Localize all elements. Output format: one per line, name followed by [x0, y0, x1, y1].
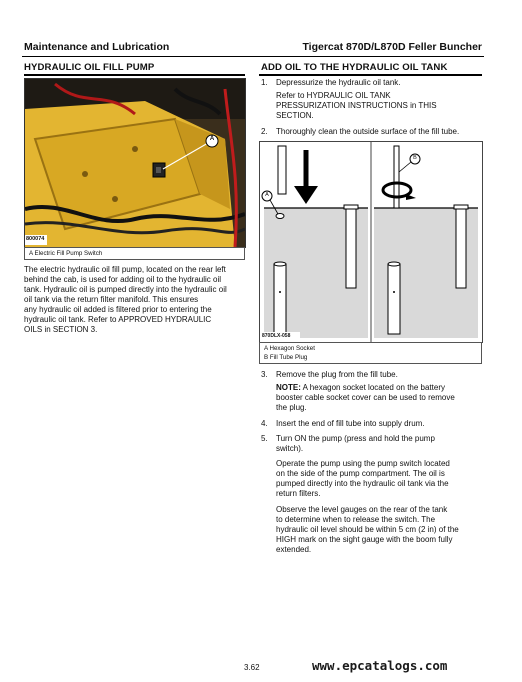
para-line: on the side of the pump compartment. The oil is: [276, 469, 445, 478]
pump-description: [24, 265, 248, 335]
left-title-rule: [24, 74, 245, 76]
caption-b: B Fill Tube Plug: [264, 354, 308, 361]
step-number: 5.: [261, 434, 268, 443]
step-number: 4.: [261, 419, 268, 428]
diagram-id: 870DLX-058: [262, 333, 291, 339]
diagram-callout-b: B: [413, 155, 417, 161]
note-line: the plug.: [276, 403, 307, 412]
header-rule: [22, 56, 484, 57]
step-number: 1.: [261, 78, 268, 87]
step-sub-line: SECTION.: [276, 111, 314, 120]
photo-id: 800074: [26, 236, 45, 242]
left-section-title: HYDRAULIC OIL FILL PUMP: [24, 62, 155, 73]
step-sub-line: Refer to HYDRAULIC OIL TANK: [276, 91, 391, 100]
diagram-caption: [259, 342, 482, 364]
para-line: Observe the level gauges on the rear of the tank: [276, 505, 448, 514]
diagram-illustration: [260, 142, 482, 342]
body-line: tank. Hydraulic oil is pumped directly into the hydraulic oil: [24, 285, 227, 294]
body-line: any hydraulic oil added is filtered prior to entering the: [24, 305, 212, 314]
step-number: 3.: [261, 370, 268, 379]
right-section-title: ADD OIL TO THE HYDRAULIC OIL TANK: [261, 62, 448, 73]
step-number: 2.: [261, 127, 268, 136]
diagram-callout-a: A: [265, 192, 269, 198]
manual-title: Tigercat 870D/L870D Feller Buncher: [302, 41, 482, 53]
note-line: booster cable socket cover can be used to remove: [276, 393, 455, 402]
photo-caption: [24, 247, 245, 260]
steps-3-to-5: [261, 370, 483, 570]
body-line: oil tank via the return filter manifold. This ensures: [24, 295, 199, 304]
page-number: 3.62: [244, 663, 260, 672]
body-line: hydraulic oil tank. Refer to APPROVED HYDRAULIC: [24, 315, 212, 324]
right-title-rule: [259, 74, 482, 76]
note-text: A hexagon socket located on the battery: [300, 383, 445, 392]
para-line: Operate the pump using the pump switch located: [276, 459, 450, 468]
step-text: Turn ON the pump (press and hold the pump: [276, 434, 435, 443]
para-line: extended.: [276, 545, 312, 554]
body-line: The electric hydraulic oil fill pump, located on the rear left: [24, 265, 226, 274]
step-text: Thoroughly clean the outside surface of the fill tube.: [276, 127, 460, 136]
para-line: HIGH mark on the sight gauge with the boom fully: [276, 535, 453, 544]
step-1: [261, 78, 483, 138]
step-text: Remove the plug from the fill tube.: [276, 370, 398, 379]
note-label: NOTE:: [276, 383, 301, 392]
caption-a: A Electric Fill Pump Switch: [29, 250, 103, 257]
photo-callout-a: A: [209, 136, 215, 142]
step-sub-line: PRESSURIZATION INSTRUCTIONS in THIS: [276, 101, 437, 110]
pump-switch-photo: [24, 78, 246, 248]
para-line: pumped directly into the hydraulic oil tank via the: [276, 479, 449, 488]
step-text: Depressurize the hydraulic oil tank.: [276, 78, 401, 87]
section-header: Maintenance and Lubrication: [24, 41, 170, 53]
fill-tube-diagram: [259, 141, 483, 343]
note-line: [276, 383, 445, 393]
photo-illustration: [25, 79, 245, 247]
step-text: switch).: [276, 444, 304, 453]
para-line: to determine when to release the switch. The: [276, 515, 436, 524]
caption-a: A Hexagon Socket: [264, 345, 315, 352]
para-line: return filters.: [276, 489, 321, 498]
body-line: OILS in SECTION 3.: [24, 325, 98, 334]
step-text: Insert the end of fill tube into supply drum.: [276, 419, 425, 428]
watermark-link[interactable]: www.epcatalogs.com: [312, 658, 448, 673]
para-line: hydraulic oil level should be within 5 cm (2 in) of the: [276, 525, 459, 534]
body-line: behind the cab, is used for adding oil to the hydraulic oil: [24, 275, 222, 284]
